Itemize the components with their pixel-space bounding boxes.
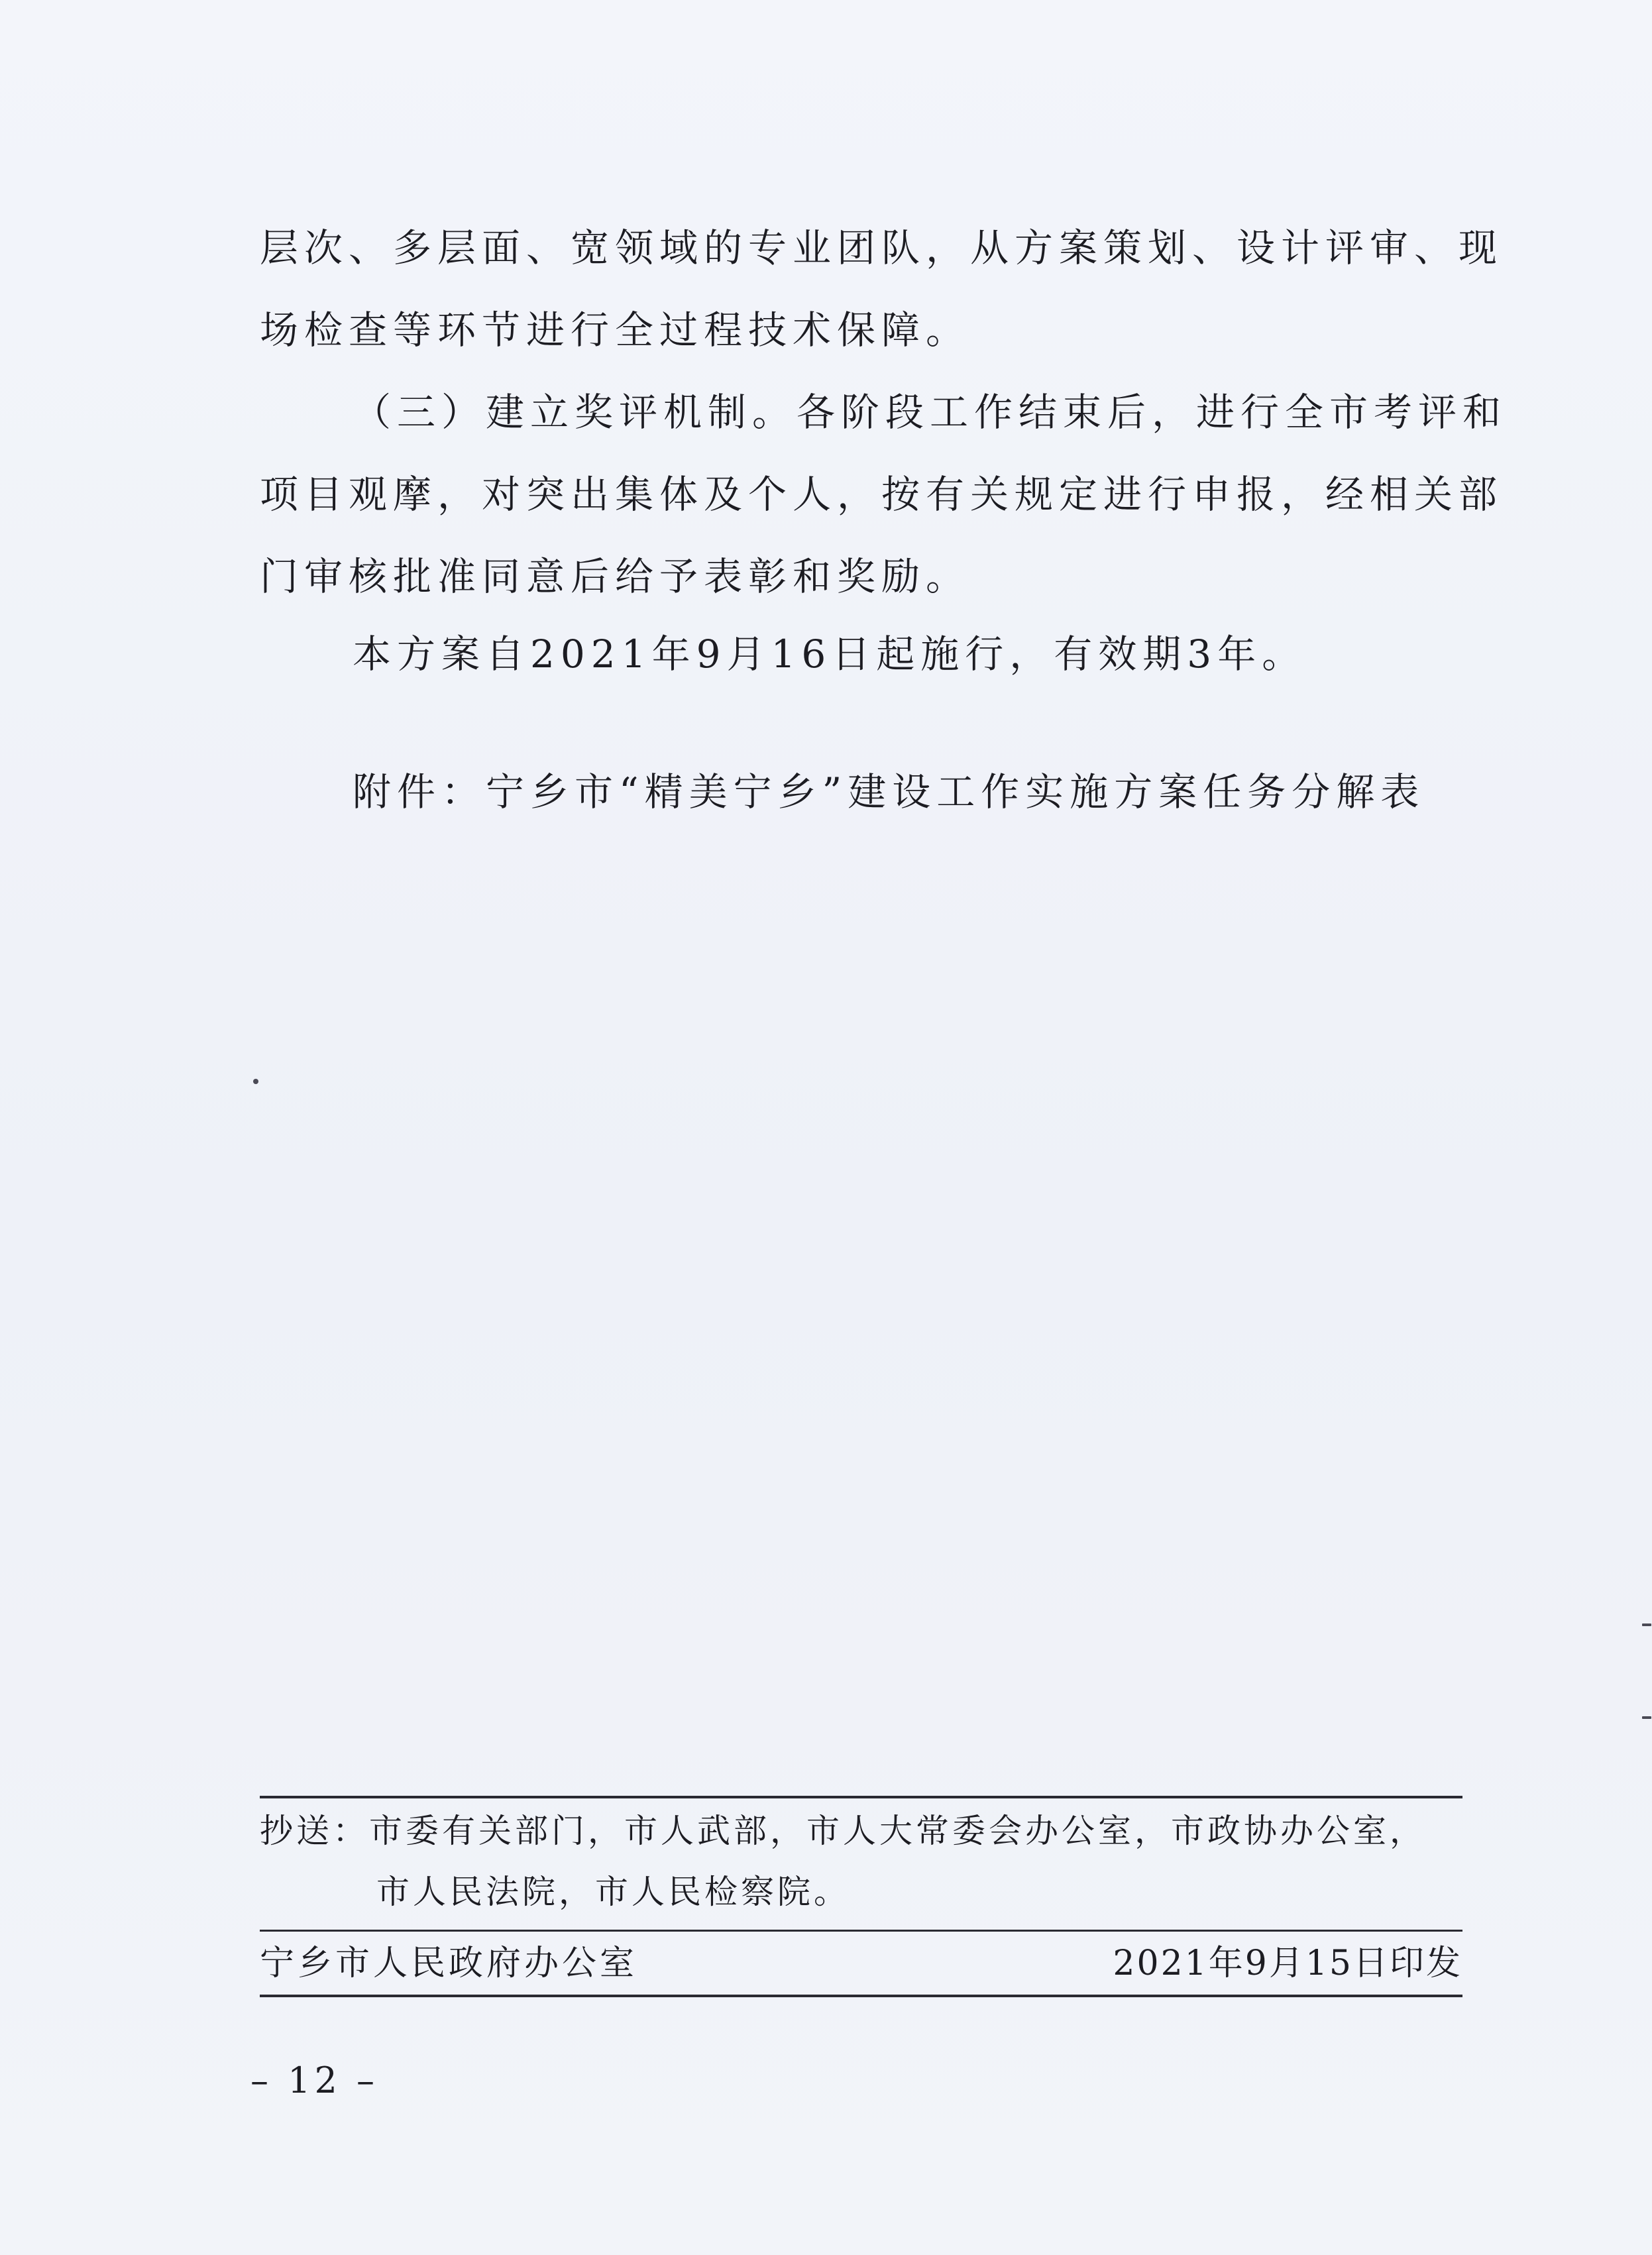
body-paragraph-2: （三）建立奖评机制。各阶段工作结束后，进行全市考评和项目观摩，对突出集体及个人，按有关规定进行申报，经相关部门审核批准同意后给予表彰和奖励。 (260, 390, 1508, 599)
scan-speck (253, 1079, 258, 1084)
page-number: – 12 – (250, 2060, 379, 2101)
issuer-office: 宁乡市人民政府办公室 (260, 1944, 638, 1983)
scan-mark (1642, 1623, 1651, 1626)
cc-middle-rule (260, 1930, 1462, 1932)
cc-top-rule (260, 1796, 1462, 1798)
issue-date: 2021年9月15日印发 (1113, 1944, 1462, 1983)
cc-line-1: 抄送：市委有关部门，市人武部，市人大常委会办公室，市政协办公室， (260, 1812, 1426, 1850)
scan-mark (1642, 1716, 1651, 1719)
cc-line-2: 市人民法院，市人民检察院。 (376, 1873, 850, 1911)
footer-bottom-rule (260, 1995, 1462, 1997)
body-paragraph-1: 层次、多层面、宽领域的专业团队，从方案策划、设计评审、现场检查等环节进行全过程技术保障。 (260, 225, 1504, 353)
attachment-line: 附件：宁乡市“精美宁乡”建设工作实施方案任务分解表 (353, 769, 1425, 814)
effective-date-paragraph: 本方案自2021年9月16日起施行，有效期3年。 (353, 632, 1307, 677)
